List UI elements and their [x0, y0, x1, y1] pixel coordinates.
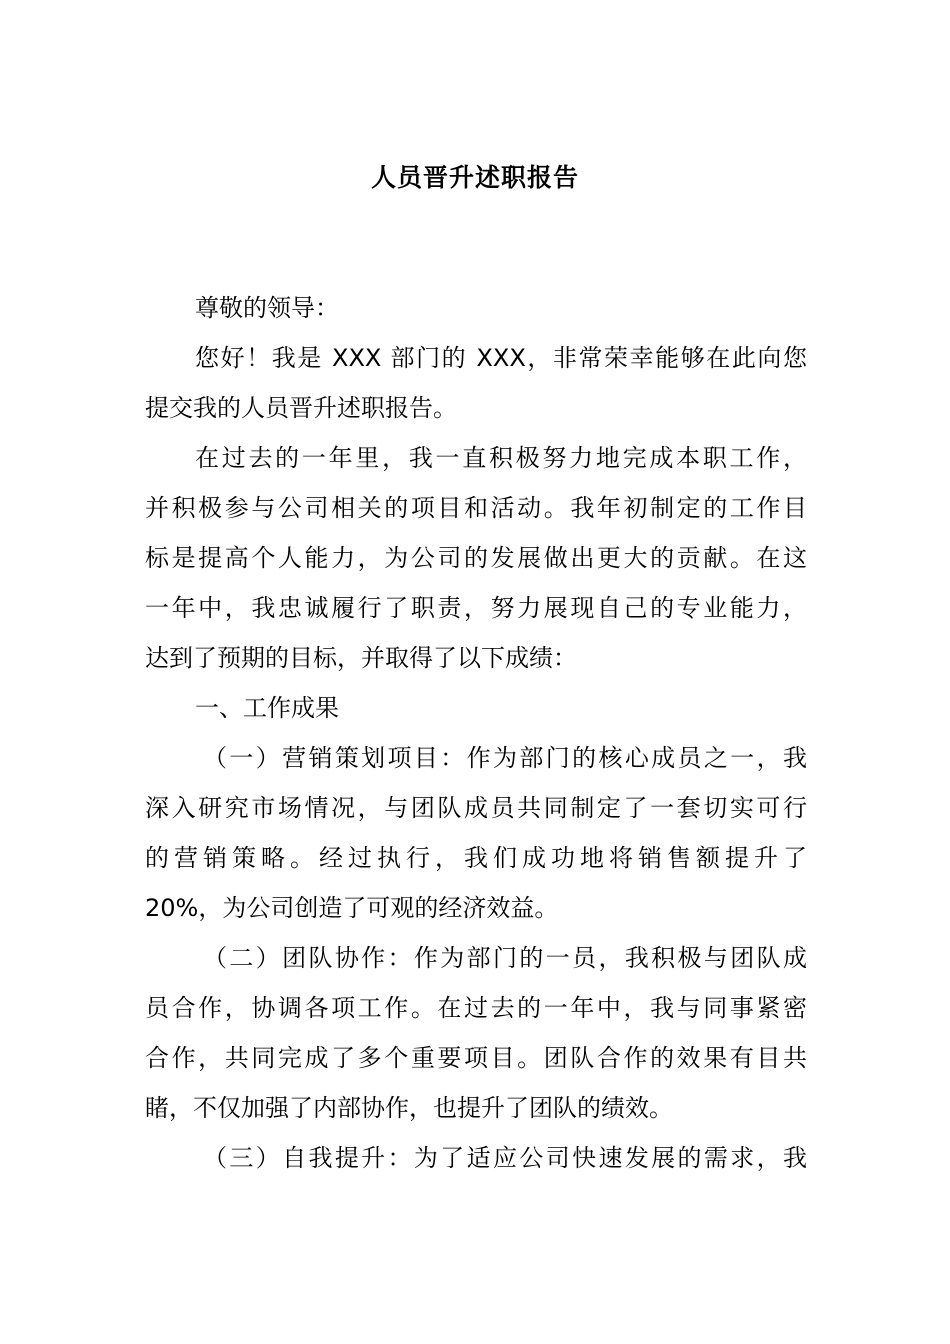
- text-line: 一年中，我忠诚履行了职责，努力展现自己的专业能力，: [145, 594, 807, 622]
- document-title: 人员晋升述职报告: [370, 163, 579, 192]
- text-line: 您好！我是 XXX 部门的 XXX，非常荣幸能够在此向您: [195, 344, 807, 372]
- text-line: （三）自我提升：为了适应公司快速发展的需求，我: [203, 1144, 807, 1172]
- text-line: 标是提高个人能力，为公司的发展做出更大的贡献。在这: [145, 544, 807, 572]
- text-line: 睹，不仅加强了内部协作，也提升了团队的绩效。: [145, 1094, 673, 1122]
- text-line: 并积极参与公司相关的项目和活动。我年初制定的工作目: [145, 494, 807, 522]
- text-line: 员合作，协调各项工作。在过去的一年中，我与同事紧密: [145, 994, 807, 1022]
- text-line: 尊敬的领导：: [195, 294, 339, 322]
- text-line: （一）营销策划项目：作为部门的核心成员之一，我: [203, 744, 807, 772]
- text-line: （二）团队协作：作为部门的一员，我积极与团队成: [203, 944, 807, 972]
- text-line: 达到了预期的目标，并取得了以下成绩：: [145, 644, 577, 672]
- text-line: 在过去的一年里，我一直积极努力地完成本职工作，: [195, 444, 807, 472]
- text-line: 合作，共同完成了多个重要项目。团队合作的效果有目共: [145, 1044, 807, 1072]
- text-line: 一、工作成果: [195, 694, 339, 722]
- text-line: 深入研究市场情况，与团队成员共同制定了一套切实可行: [145, 794, 807, 822]
- text-line: 的营销策略。经过执行，我们成功地将销售额提升了: [145, 844, 807, 872]
- text-line: 20%，为公司创造了可观的经济效益。: [145, 894, 559, 922]
- text-line: 提交我的人员晋升述职报告。: [145, 394, 457, 422]
- document-body: [145, 283, 807, 1183]
